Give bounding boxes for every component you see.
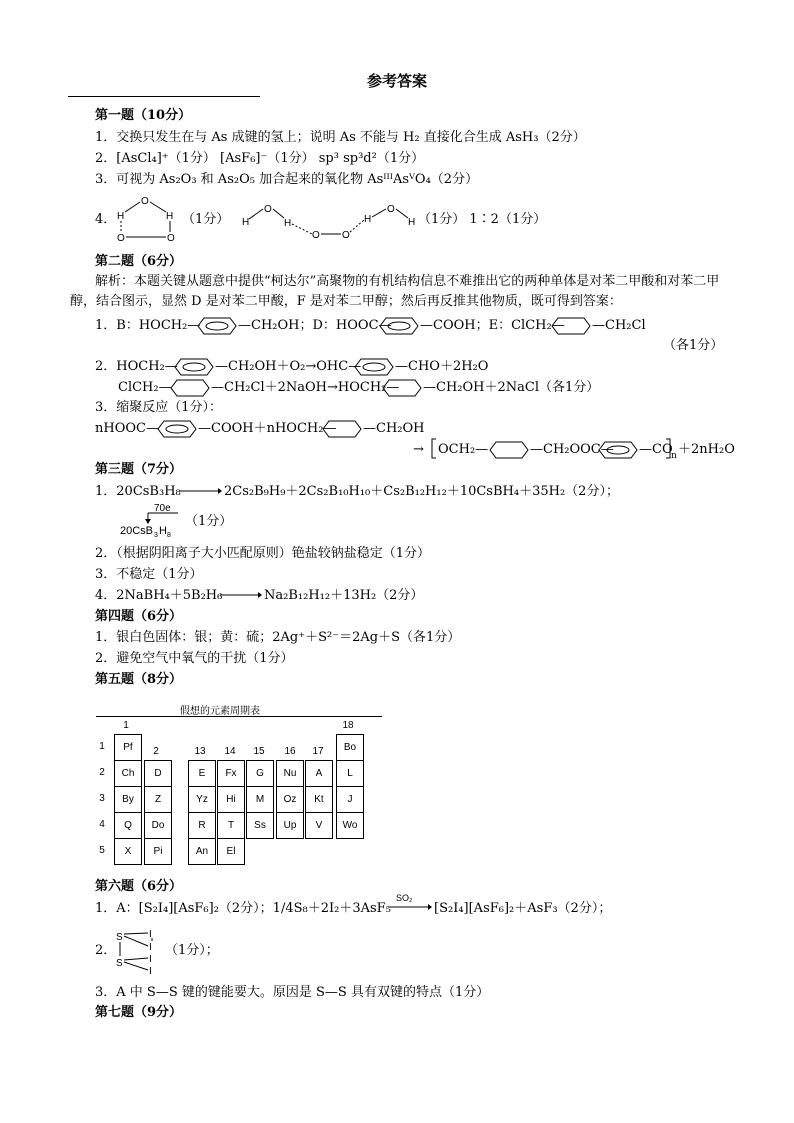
q1-line3: 3．可视为 As₂O₃ 和 As₂O₅ 加合起来的氧化物 AsᴵᴵᴵAsⱽO₄（2分）: [95, 172, 479, 187]
element-cell: T: [217, 812, 245, 839]
q2-l1-d2: —COOH；E：ClCH₂—: [420, 318, 565, 333]
group-label: 2: [153, 746, 159, 757]
q7-heading: 第七题（9分）: [95, 1005, 183, 1020]
atom-h: H: [284, 218, 292, 229]
table-title: 假想的元素周期表: [180, 706, 260, 717]
element-cell: M: [246, 786, 274, 813]
q1-line1: 1．交换只发生在与 As 成键的氢上；说明 As 不能与 H₂ 直接化合生成 AsH₃（2分）: [95, 130, 586, 145]
q3-l1-a: 1．20CsB₃H₈: [95, 484, 181, 499]
element-cell: Ss: [246, 812, 274, 839]
atom-o: O: [312, 230, 320, 241]
period-label: 4: [99, 819, 105, 830]
element-cell: El: [217, 838, 245, 865]
q2-eq-3: —CH₂OH: [363, 421, 425, 436]
element-cell: Do: [144, 812, 172, 839]
group-label: 14: [224, 746, 236, 757]
q1-heading: 第一题（10分）: [95, 108, 192, 123]
q1-line4-num: 4．: [95, 212, 117, 227]
element-cell: Wo: [336, 812, 364, 839]
benzene-ring-icon: [598, 440, 638, 460]
q6-l1-b: [S₂I₄][AsF₆]₂＋AsF₃（2分）；: [434, 901, 612, 916]
atom-i: I: [149, 942, 152, 953]
group-label: 18: [342, 720, 354, 731]
group-label: 13: [194, 746, 206, 757]
q2-prod-3: —CH₂OOC—: [530, 442, 614, 457]
cyclohexane-ring-icon: [551, 316, 591, 336]
q6-l3: 3．A 中 S—S 键的键能要大。原因是 S—S 具有双键的特点（1分）: [95, 985, 490, 1000]
polymer-bracket-left: [430, 438, 438, 460]
atom-h: H: [166, 211, 174, 222]
element-cell: Kt: [305, 786, 333, 813]
q2-l2b-2: —CH₂Cl＋2NaOH→HOCH₂—: [211, 380, 400, 395]
q5-heading: 第五题（8分）: [95, 672, 183, 687]
reactant-formula: 20CsB: [120, 525, 154, 537]
reaction-arrow: [220, 590, 262, 600]
element-cell: Nu: [276, 760, 304, 787]
cyclohexane-ring-icon: [322, 419, 362, 439]
period-label: 5: [99, 845, 105, 856]
q2-prod-5: ＋2nH₂O: [678, 442, 735, 457]
q2-heading: 第二题（6分）: [95, 254, 183, 269]
table-rule: [96, 716, 382, 717]
q2-l1-e2: —CH₂Cl: [592, 318, 646, 333]
divider: [68, 96, 260, 97]
cyclohexane-ring-icon: [382, 378, 422, 398]
q3-l4-b: Na₂B₁₂H₁₂＋13H₂（2分）: [264, 588, 424, 603]
q2-each-score: （各1分）: [663, 338, 724, 353]
element-cell: A: [305, 760, 333, 787]
atom-h: H: [242, 217, 250, 228]
atom-h: H: [117, 211, 125, 222]
element-cell: Pi: [144, 838, 172, 865]
element-cell: Bo: [336, 734, 364, 761]
cyclohexane-ring-icon: [489, 440, 529, 460]
q6-heading: 第六题（6分）: [95, 879, 183, 894]
q2-prod-n: n: [671, 451, 677, 461]
q1-chain-structure: [240, 200, 420, 240]
arrow-label: 70e: [154, 503, 171, 514]
atom-o: O: [342, 230, 350, 241]
benzene-ring-icon: [174, 357, 214, 377]
q4-l2: 2．避免空气中氧气的干扰（1分）: [95, 651, 294, 666]
reactant-subscript: 3: [154, 532, 158, 539]
element-cell: R: [188, 812, 216, 839]
atom-i: I: [149, 929, 152, 940]
reaction-condition: SO₂: [396, 893, 413, 903]
element-cell: An: [188, 838, 216, 865]
q2-l1-b: 1．B：HOCH₂—: [95, 318, 201, 333]
q3-l1-b: 2Cs₂B₉H₉＋2Cs₂B₁₀H₁₀＋Cs₂B₁₂H₁₂＋10CsBH₄＋35H₂（2分）；: [224, 484, 619, 499]
atom-s: S: [116, 932, 123, 943]
element-cell: L: [336, 760, 364, 787]
benzene-ring-icon: [354, 357, 394, 377]
s2i4-structure: [112, 924, 162, 976]
atom-h: H: [364, 214, 372, 225]
atom-o: O: [387, 204, 395, 215]
element-cell: Ch: [114, 760, 142, 787]
reactant-subscript: 8: [167, 532, 171, 539]
element-cell: Fx: [217, 760, 245, 787]
q2-eq-2: —COOH＋nHOCH₂—: [198, 421, 337, 436]
cyclohexane-ring-icon: [170, 378, 210, 398]
q2-eq-1: nHOOC—: [95, 421, 159, 436]
element-cell: Up: [276, 812, 304, 839]
q3-l4-a: 4．2NaBH₄＋5B₂H₆: [95, 588, 223, 603]
q4-heading: 第四题（6分）: [95, 609, 183, 624]
atom-h: H: [408, 217, 416, 228]
element-cell: E: [188, 760, 216, 787]
q6-l2-score: （1分）；: [165, 943, 219, 958]
reaction-arrow-so2: [388, 893, 432, 913]
q2-analysis: 解析：本题关键从题意中提供“柯达尔”高聚物的有机结构信息不难推出它的两种单体是对苯二甲酸和对苯二甲醇，结合图示，显然 D 是对苯二甲酸，F 是对苯二甲醇；然后再反推其他物质，既可得到答案：: [70, 274, 720, 309]
q3-l3: 3．不稳定（1分）: [95, 567, 203, 582]
q6-l1-a: 1．A：[S₂I₄][AsF₆]₂（2分）；1/4S₈＋2I₂＋3AsF₅: [95, 901, 391, 916]
q3-l2: 2．（根据阴阳离子大小匹配原则）铯盐较钠盐稳定（1分）: [95, 546, 431, 561]
group-label: 16: [284, 746, 296, 757]
q1-line4-score-b: （1分） 1∶2（1分）: [418, 212, 547, 227]
atom-o: O: [141, 196, 149, 207]
q2-l2a-1: 2．HOCH₂—: [95, 359, 178, 374]
q2-l3: 3．缩聚反应（1分）：: [95, 400, 223, 415]
atom-o: O: [264, 204, 272, 215]
benzene-ring-icon: [197, 316, 237, 336]
q2-l2b-1: ClCH₂—: [118, 380, 172, 395]
element-cell: V: [305, 812, 333, 839]
q1-line4-score-a: （1分）: [182, 212, 230, 227]
element-cell: J: [336, 786, 364, 813]
element-cell: Z: [144, 786, 172, 813]
q2-l1-b2: —CH₂OH；D：HOOC—: [238, 318, 392, 333]
atom-s: S: [116, 958, 123, 969]
q1-ring-structure: [112, 195, 182, 245]
page-title: 参考答案: [366, 72, 427, 90]
element-cell: Oz: [276, 786, 304, 813]
group-label: 15: [253, 746, 265, 757]
q2-prod-4: —CO: [639, 442, 673, 457]
benzene-ring-icon: [379, 316, 419, 336]
period-label: 3: [99, 793, 105, 804]
q4-l1: 1．银白色固体：银；黄：硫；2Ag⁺＋S²⁻＝2Ag＋S（各1分）: [95, 630, 461, 645]
reactant-h: H: [159, 525, 167, 537]
element-cell: By: [114, 786, 142, 813]
element-cell: Q: [114, 812, 142, 839]
element-cell: G: [246, 760, 274, 787]
element-cell: D: [144, 760, 172, 787]
reaction-arrow: [180, 486, 222, 496]
q2-prod-arrow: →: [413, 442, 424, 457]
element-cell: Pf: [114, 734, 142, 761]
q2-l2a-3: —CHO＋2H₂O: [395, 359, 489, 374]
atom-i: I: [149, 954, 152, 965]
q2-l2a-2: —CH₂OH＋O₂→OHC—: [215, 359, 362, 374]
element-cell: X: [114, 838, 142, 865]
element-cell: Yz: [188, 786, 216, 813]
q6-l2-num: 2．: [95, 943, 117, 958]
period-label: 2: [99, 767, 105, 778]
group-label: 1: [123, 720, 129, 731]
benzene-ring-icon: [157, 419, 197, 439]
atom-o: O: [167, 233, 175, 244]
q2-prod-2: OCH₂—: [438, 442, 489, 457]
q1-line2: 2．[AsCl₄]⁺（1分） [AsF₆]⁻（1分） sp³ sp³d²（1分）: [95, 151, 425, 166]
element-cell: Hi: [217, 786, 245, 813]
q2-l2b-3: —CH₂OH＋2NaCl（各1分）: [423, 380, 600, 395]
q3-heading: 第三题（7分）: [95, 462, 183, 477]
group-label: 17: [312, 746, 324, 757]
q3-l1-score: （1分）: [185, 514, 233, 529]
atom-i: I: [149, 966, 152, 977]
atom-o: O: [117, 233, 125, 244]
period-label: 1: [99, 741, 105, 752]
